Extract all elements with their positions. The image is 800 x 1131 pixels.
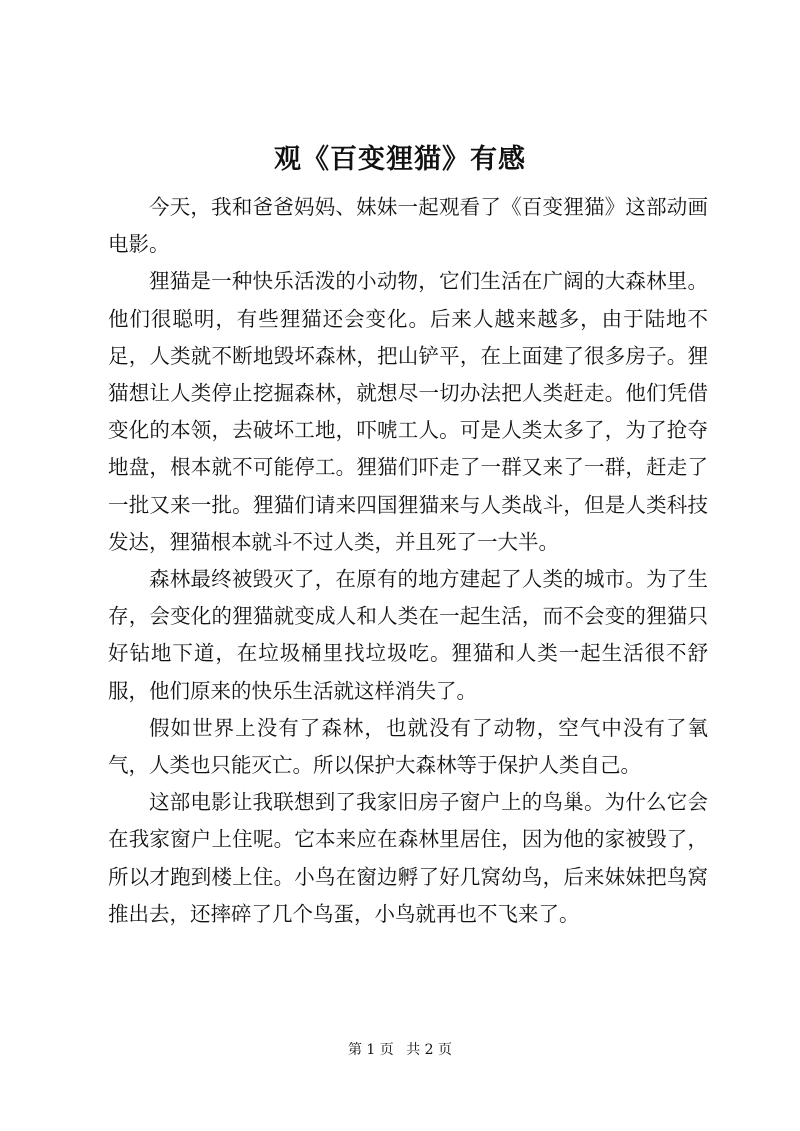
document-title: 观《百变狸猫》有感 xyxy=(274,144,526,175)
page-number-total: 共 2 页 xyxy=(406,1042,453,1058)
page-footer xyxy=(0,1040,800,1060)
paragraph-2: 狸猫是一种快乐活泼的小动物，它们生活在广阔的大森林里。他们很聪明，有些狸猫还会变化。后来人越来越多，由于陆地不足，人类就不断地毁坏森林，把山铲平，在上面建了很多房子。狸猫想让人类停止挖掘森林，就想尽一切办法把人类赶走。他们凭借变化的本领，去破坏工地，吓唬工人。可是人类太多了，为了抢夺地盘，根本就不可能停工。狸猫们吓走了一群又来了一群，赶走了一批又来一批。狸猫们请来四国狸猫来与人类战斗，但是人类科技发达，狸猫根本就斗不过人类，并且死了一大半。 xyxy=(108,269,708,554)
paragraph-4: 假如世界上没有了森林，也就没有了动物，空气中没有了氧气，人类也只能灭亡。所以保护大森林等于保护人类自己。 xyxy=(108,715,708,778)
paragraph-1: 今天，我和爸爸妈妈、妹妹一起观看了《百变狸猫》这部动画电影。 xyxy=(108,195,708,257)
paragraph-3: 森林最终被毁灭了，在原有的地方建起了人类的城市。为了生存，会变化的狸猫就变成人和人类在一起生活，而不会变的狸猫只好钻地下道，在垃圾桶里找垃圾吃。狸猫和人类一起生活很不舒服，他们原来的快乐生活就这样消失了。 xyxy=(108,567,708,703)
page-number-current: 第 1 页 xyxy=(347,1042,394,1058)
paragraph-5: 这部电影让我联想到了我家旧房子窗户上的鸟巢。为什么它会在我家窗户上住呢。它本来应在森林里居住，因为他的家被毁了，所以才跑到楼上住。小鸟在窗边孵了好几窝幼鸟，后来妹妹把鸟窝推出去，还摔碎了几个鸟蛋，小鸟就再也不飞来了。 xyxy=(108,790,708,926)
document-body xyxy=(108,189,708,933)
